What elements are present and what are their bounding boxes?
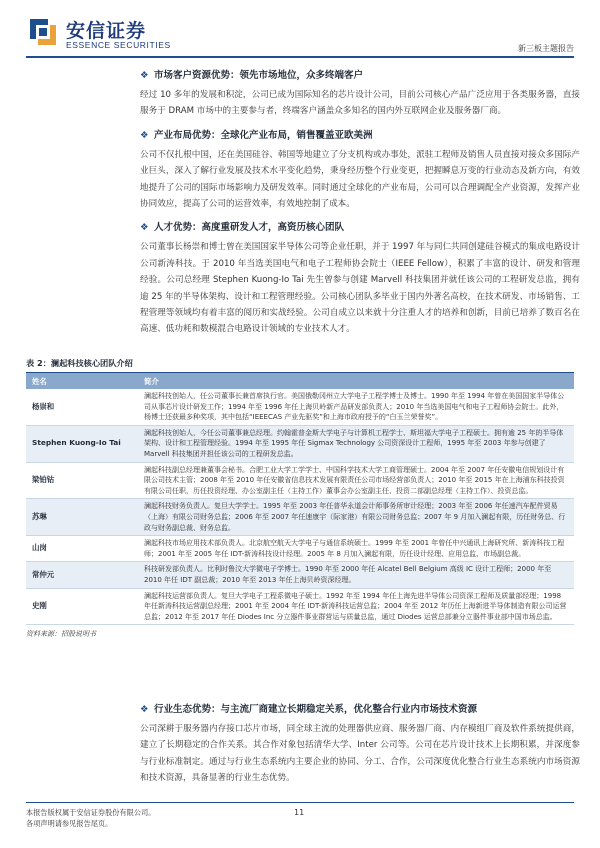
section-body: 公司不仅扎根中国，还在美国硅谷、韩国等地建立了分支机构或办事处，派驻工程师及销售人员直接对接众多国际产业巨头，深入了解行业发展及技术水平变化趋势，秉身经历整个行业变更，把握瞬息万变的行业动态及新方向，有效地提升了公司的国际市场影响力及研发效率。同时通过全球化的产业布局，公司可以合理调配全产业资源，发挥产业协同效应，提高了公司的运营效率，有效地控制了成本。: [140, 149, 580, 210]
member-name: 常仲元: [26, 562, 138, 588]
section-title: 产业布局优势：全球化产业布局，销售覆盖亚欧美洲: [154, 129, 373, 141]
member-bio: 澜起科技财务负责人。复旦大学学士。1995 年至 2003 年任普华永道会计师事务所审计经理；2003 年至 2006 年任速汽车配件贸易（上海）有限公司财务总监；2006 年至 2007 年任速康宇（际家港）有限公司财务总监；2007 年 9 月加入澜起有限，历任财务总、行政与财务副总裁、财务总监。: [138, 499, 574, 536]
member-name: 山岗: [26, 536, 138, 562]
member-name: Stephen Kuong-Io Tai: [26, 425, 138, 462]
report-type-label: 新三板主题报告: [518, 44, 574, 53]
table-row: [26, 499, 574, 536]
section-industry: [140, 128, 580, 213]
section-title: 人才优势：高度重研发人才，高资历核心团队: [154, 222, 345, 234]
section-ecosystem: [140, 702, 580, 787]
page-number: 11: [294, 808, 305, 817]
table-title: 表 2：澜起科技核心团队介绍: [26, 358, 574, 373]
page-header: [0, 0, 600, 62]
section-market: [140, 68, 580, 120]
table-row: [26, 562, 574, 588]
diamond-bullet-icon: ❖: [140, 704, 149, 715]
header-divider: [26, 56, 574, 58]
member-bio: 科技研发部负责人。比利时鲁汶大学微电子学博士。1990 年至 2000 年任 Alcatel Bell Belgium 高级 IC 设计工程师；2000 年至 2010 年任 IDT 副总裁；2010 年至 2013 年任上海贝岭资深经理。: [138, 562, 574, 588]
member-bio: 澜起科技运营部负责人。复旦大学电子工程系微电子硕士。1992 年至 1994 年任上海先进半导体公司资深工程师及质量部经理；1998 年任新涛科技运营副总经理；2001 年至 2004 年任 IDT-新涛科技运营总监；2004 年至 2012 年历任上海新进半导体制造有限公司运营总监；2012 年至 2017 年任 Diodes Inc 分立器件事业群营运与质量总监，通过 Diodes 运营总部兼分立器件事业部中国市场总监。: [138, 588, 574, 625]
diamond-bullet-icon: ❖: [140, 222, 149, 234]
brand-name-en: ESSENCE SECURITIES: [66, 40, 171, 50]
diamond-bullet-icon: ❖: [140, 129, 149, 141]
disclaimer-notice: 各项声明请参见报告尾页。: [26, 819, 113, 828]
brand-name-cn: 安信证券: [66, 20, 147, 42]
footer-divider: [26, 802, 574, 803]
member-bio: 澜起科技创始人，今任公司董事兼总经理。约翰霍普金斯大学电子与计算机工程学士、斯坦福大学电子工程硕士。拥有逾 25 年的半导体架构、设计和工程管理经验。1994 年至 1995 年任 Sigmax Technology 公司资深设计工程师，1995 年至 2003 年参与创建了 Marvell 科技集团并担任该公司的工程研发总监。: [138, 425, 574, 462]
section-body: 公司董事长杨崇和博士曾在美国国家半导体公司等企业任职，并于 1997 年与同仁共同创建硅谷模式的集成电路设计公司新涛科技。于 2010 年当选美国电气和电子工程师协会院士（IEEE Fellow），积累了丰富的设计、研发和管理经验。公司总经理 Stephen Kuong-Io Tai 先生曾参与创建 Marvell 科技集团并就任该公司的工程研发总监，拥有逾 25 年的半导体架构、设计和工程管理经验。公司核心团队多毕业于国内外著名高校，在技术研发、市场销售、工程管理等领域均有着丰富的阅历和实战经验。公司自成立以来就十分注重人才的培养和创新，目前已培养了数百名在高速、低功耗和数模混合电路设计领域的专业技术人才。: [140, 242, 580, 335]
section-body: 经过 10 多年的发展和积淀，公司已成为国际知名的芯片设计公司，目前公司核心产品广泛应用于各类服务器，直接服务于 DRAM 市场中的主要参与者，终端客户涵盖众多知名的国内外互联网企业及服务器厂商。: [140, 90, 580, 117]
table-source-note: 资料来源：招股说明书: [26, 630, 96, 639]
advantages-bottom: [140, 702, 580, 795]
member-bio: 澜起科技副总经理兼董事会秘书。合肥工业大学工学学士、中国科学技术大学工商管理硕士。2004 年至 2007 年任安徽电信规划设计有限公司技术主管；2008 年至 2010 年任安徽省信息技术发展有限责任公司市场经营部负责人；2010 年至 2015 年在上海浦东科技投资有限公司任职，历任投资经理、办公室副主任（主持工作）董事会办公室副主任、投资二部副总经理（主持工作）、投资总监。: [138, 462, 574, 499]
column-header-intro: 简介: [138, 373, 574, 389]
diamond-bullet-icon: ❖: [140, 70, 149, 81]
section-title: 行业生态优势：与主流厂商建立长期稳定关系，优化整合行业内市场技术资源: [154, 704, 478, 715]
section-talent: [140, 220, 580, 337]
table-row: [26, 462, 574, 499]
member-bio: 澜起科技创始人，任公司董事长兼首席执行官。美国俄勒冈州立大学电子工程学博士及博士。1990 年至 1994 年曾在美国国家半导体公司从事芯片设计研发工作；1994 年至 1996 年任上海贝岭新产品研发部负责人；2010 年当选美国电气和电子工程师协会院士。此外，杨博士还获最多种奖项，其中包括“IEEECAS 产业先驱奖”和上海市政府授予的“白玉兰荣誉奖”。: [138, 389, 574, 425]
member-name: 史刚: [26, 588, 138, 625]
section-title: 市场客户资源优势：领先市场地位，众多终端客户: [154, 70, 364, 81]
member-name: 梁铂钴: [26, 462, 138, 499]
table-row: [26, 536, 574, 562]
copyright-notice: 本报告版权属于安信证券股份有限公司。: [26, 808, 156, 817]
core-team-table-block: [26, 358, 574, 639]
table-row: [26, 389, 574, 425]
section-body: 公司深耕于服务器内存接口芯片市场，同全球主流的处理器供应商、服务器厂商、内存模组厂商及软件系统提供商，建立了长期稳定的合作关系。其合作对象包括清华大学、Inter 公司等。公司在芯片设计技术上长期积累，并深度参与行业标准制定。通过与行业生态系统内主要企业的协同、分工、合作，公司深度优化整合行业生态系统内市场资源和技术资源，具备显著的行业生态优势。: [140, 724, 580, 784]
member-name: 杨崇和: [26, 389, 138, 425]
member-bio: 澜起科技市场应用技术部负责人。北京航空航天大学电子与通信系统硕士。1999 年至 2001 年曾任中兴通讯上海研究所、新涛科技工程师；2001 年至 2005 年任 IDT-新涛科技设计经理。2005 年 8 月加入澜起有限，历任设计经理、应用总监、市场副总裁。: [138, 536, 574, 562]
column-header-name: 姓名: [26, 373, 138, 389]
table-row: [26, 588, 574, 625]
core-team-table: [26, 373, 574, 625]
member-name: 苏琳: [26, 499, 138, 536]
table-row: [26, 425, 574, 462]
essence-logo-icon: [28, 17, 58, 47]
table-header-row: [26, 373, 574, 389]
advantages-top: [140, 68, 580, 346]
